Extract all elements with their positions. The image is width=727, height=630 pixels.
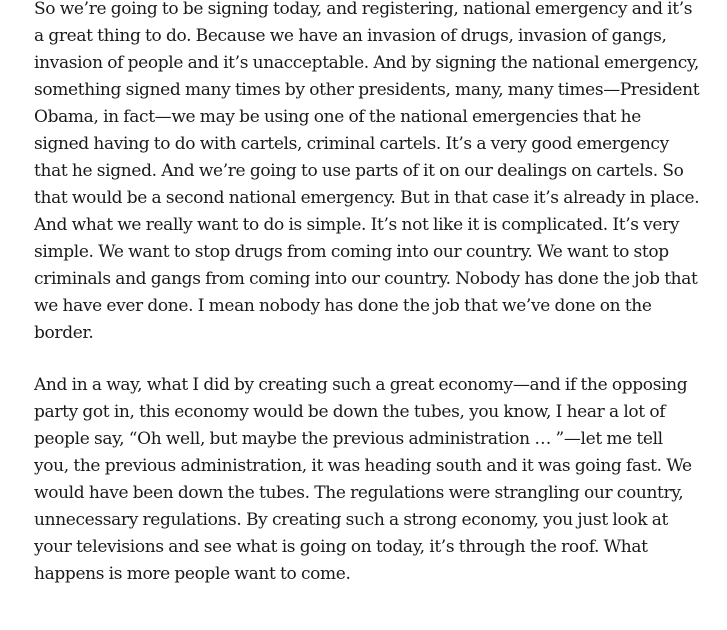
paragraph-1: So we’re going to be signing today, and registering, national emergency and it’s a great thing to do. Because we have an invasion of drugs, invasion of gangs, invasion of people and it’s unacceptable. And by signing the national emergency, something signed many times by other presidents, many, many times—President Obama, in fact—we may be using one of the national emergencies that he signed having to do with cartels, criminal cartels. It’s a very good emergency that he signed. And we’re going to use parts of it on our dealings on cartels. So that would be a second national emergency. But in that case it’s already in place. And what we really want to do is simple. It’s not like it is complicated. It’s very simple. We want to stop drugs from coming into our country. We want to stop criminals and gangs from coming into our country. Nobody has done the job that we have ever done. I mean nobody has done the job that we’ve done on the border.	[34, 0, 700, 343]
paragraph-2: And in a way, what I did by creating such a great economy—and if the opposing party got in, this economy would be down the tubes, you know, I hear a lot of people say, “Oh well, but maybe the previous administration … ”—let me tell you, the previous administration, it was heading south and it was going fast. We would have been down the tubes. The regulations were strangling our country, unnecessary regulations. By creating such a strong economy, you just look at your televisions and see what is going on today, it’s through the roof. What happens is more people want to come.	[34, 375, 692, 584]
